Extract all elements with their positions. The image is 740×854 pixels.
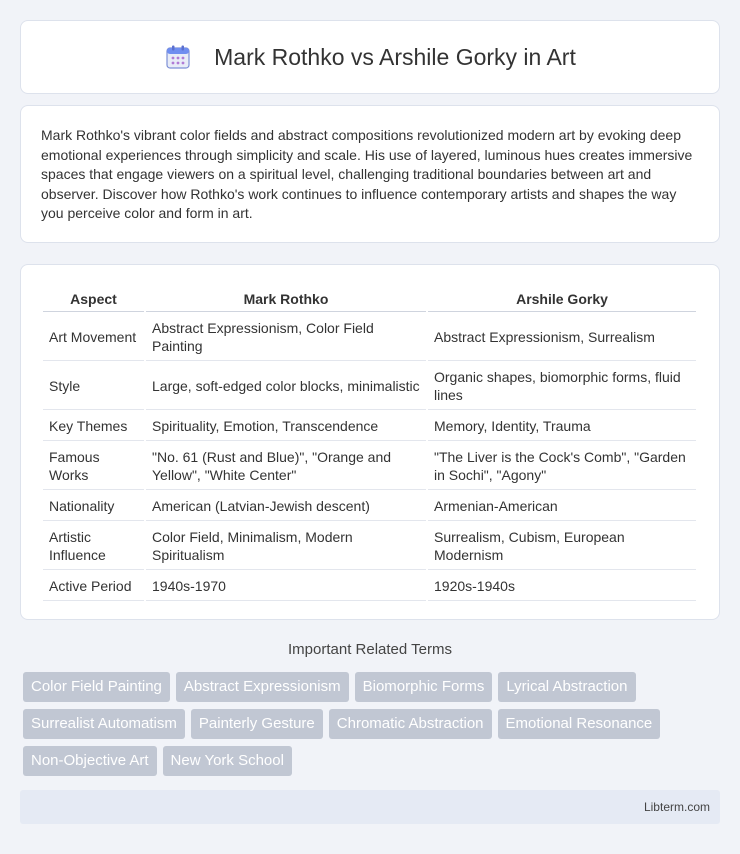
related-terms-list [23, 672, 713, 776]
table-cell-rothko: 1940s-1970 [146, 572, 426, 601]
table-row [43, 314, 696, 361]
related-term-tag[interactable]: Lyrical Abstraction [498, 672, 635, 702]
table-cell-gorky: Organic shapes, biomorphic forms, fluid lines [428, 363, 696, 410]
table-cell-rothko: Color Field, Minimalism, Modern Spiritualism [146, 523, 426, 570]
related-term-tag[interactable]: Abstract Expressionism [176, 672, 349, 702]
table-cell-gorky: Armenian-American [428, 492, 696, 521]
table-cell-rothko: "No. 61 (Rust and Blue)", "Orange and Yellow", "White Center" [146, 443, 426, 490]
footer-brand-link[interactable]: Libterm.com [643, 800, 710, 814]
table-cell-gorky: 1920s-1940s [428, 572, 696, 601]
table-cell-rothko: Abstract Expressionism, Color Field Painting [146, 314, 426, 361]
related-term-tag[interactable]: Biomorphic Forms [355, 672, 493, 702]
related-term-tag[interactable]: Emotional Resonance [498, 709, 661, 739]
table-cell-gorky: "The Liver is the Cock's Comb", "Garden in Sochi", "Agony" [428, 443, 696, 490]
column-header-rothko: Mark Rothko [146, 287, 426, 312]
table-cell-gorky: Memory, Identity, Trauma [428, 412, 696, 441]
table-cell-rothko: American (Latvian-Jewish descent) [146, 492, 426, 521]
table-cell-aspect: Active Period [43, 572, 144, 601]
column-header-aspect: Aspect [43, 287, 144, 312]
table-row [43, 363, 696, 410]
table-cell-aspect: Nationality [43, 492, 144, 521]
column-header-gorky: Arshile Gorky [428, 287, 696, 312]
header-card [20, 20, 720, 94]
page-title: Mark Rothko vs Arshile Gorky in Art [214, 43, 576, 70]
table-cell-rothko: Spirituality, Emotion, Transcendence [146, 412, 426, 441]
table-cell-aspect: Art Movement [43, 314, 144, 361]
table-cell-aspect: Famous Works [43, 443, 144, 490]
footer [20, 790, 720, 824]
table-cell-rothko: Large, soft-edged color blocks, minimalistic [146, 363, 426, 410]
calendar-icon [164, 43, 192, 71]
table-cell-gorky: Abstract Expressionism, Surrealism [428, 314, 696, 361]
related-term-tag[interactable]: Painterly Gesture [191, 709, 323, 739]
comparison-table [41, 285, 698, 603]
related-term-tag[interactable]: Surrealist Automatism [23, 709, 185, 739]
intro-card [20, 105, 720, 243]
table-cell-aspect: Key Themes [43, 412, 144, 441]
table-cell-aspect: Style [43, 363, 144, 410]
related-term-tag[interactable]: Color Field Painting [23, 672, 170, 702]
related-term-tag[interactable]: New York School [163, 746, 292, 776]
related-term-tag[interactable]: Chromatic Abstraction [329, 709, 492, 739]
related-term-tag[interactable]: Non-Objective Art [23, 746, 157, 776]
table-row [43, 492, 696, 521]
table-row [43, 523, 696, 570]
related-terms-title: Important Related Terms [288, 641, 452, 658]
table-header-row [43, 287, 696, 312]
table-cell-gorky: Surrealism, Cubism, European Modernism [428, 523, 696, 570]
intro-text: Mark Rothko's vibrant color fields and abstract compositions revolutionized modern art by evoking deep emotional experiences through simplicity and scale. His use of layered, luminous hues creates immersive spaces that engage viewers on a spiritual level, challenging traditional boundaries between art and observer. Discover how Rothko's work continues to influence contemporary artists and shapes the way you perceive color and form in art. [41, 127, 693, 221]
table-row [43, 572, 696, 601]
table-cell-aspect: Artistic Influence [43, 523, 144, 570]
comparison-table-card [20, 264, 720, 620]
table-row [43, 412, 696, 441]
table-row [43, 443, 696, 490]
